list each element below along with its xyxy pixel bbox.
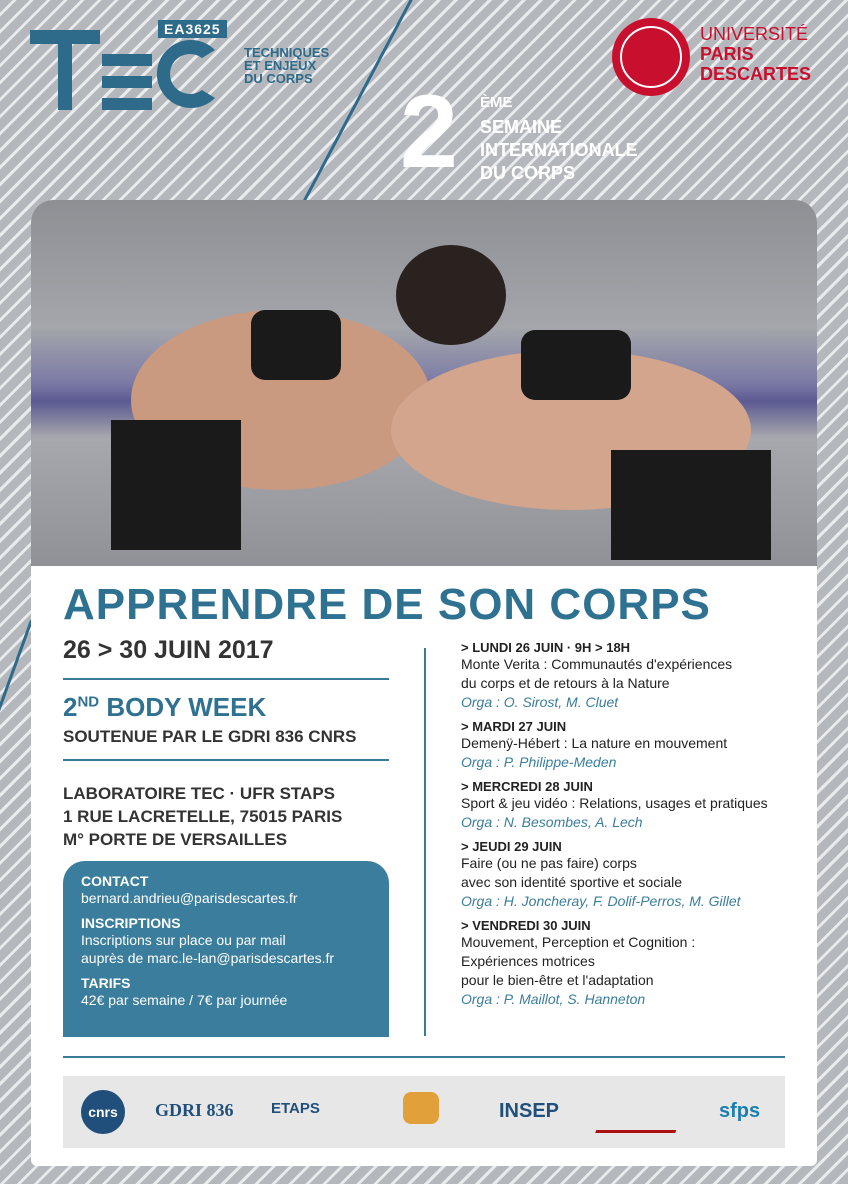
day-line: Faire (ou ne pas faire) corps bbox=[461, 855, 637, 871]
day-label: > LUNDI 26 JUIN · 9H > 18H bbox=[461, 640, 631, 655]
tec-subtitle bbox=[244, 46, 384, 85]
inscriptions-text: Inscriptions sur place ou par mail auprès de marc.le-lan@parisdescartes.fr bbox=[81, 932, 335, 966]
cnrs-logo: cnrs bbox=[81, 1090, 125, 1134]
divider bbox=[63, 759, 389, 761]
day-orga: Orga : N. Besombes, A. Lech bbox=[461, 814, 643, 830]
day-line: Mouvement, Perception et Cognition : bbox=[461, 934, 696, 950]
contact-heading: CONTACT bbox=[81, 873, 149, 889]
contact-email[interactable]: bernard.andrieu@parisdescartes.fr bbox=[81, 890, 298, 906]
edition-line: INTERNATIONALE bbox=[480, 140, 638, 160]
day-orga: Orga : P. Maillot, S. Hanneton bbox=[461, 991, 646, 1007]
schedule-day bbox=[461, 918, 811, 1009]
maison-sciences-logo bbox=[595, 1090, 691, 1133]
university-line: PARIS bbox=[700, 44, 754, 64]
inscriptions-heading: INSCRIPTIONS bbox=[81, 915, 181, 931]
dancers-photo bbox=[31, 200, 817, 566]
address-line: LABORATOIRE TEC · UFR STAPS bbox=[63, 784, 335, 803]
day-orga: Orga : H. Joncheray, F. Dolif-Perros, M. Gillet bbox=[461, 893, 741, 909]
edition-number: 2 bbox=[400, 74, 458, 190]
university-line: DESCARTES bbox=[700, 64, 812, 84]
tarifs-text: 42€ par semaine / 7€ par journée bbox=[81, 992, 288, 1008]
day-line: Sport & jeu vidéo : Relations, usages et pratiques bbox=[461, 795, 768, 811]
contact-box bbox=[63, 861, 389, 1037]
supported-by: SOUTENUE PAR LE GDRI 836 CNRS bbox=[63, 727, 357, 746]
insep-logo: INSEP bbox=[499, 1100, 560, 1122]
gdri-logo: GDRI 836 bbox=[155, 1100, 234, 1120]
day-label: > MERCREDI 28 JUIN bbox=[461, 779, 593, 794]
event-dates: 26 > 30 JUIN 2017 bbox=[63, 636, 274, 664]
schedule bbox=[461, 640, 811, 1016]
tec-logo-letters bbox=[30, 24, 215, 119]
day-orga: Orga : O. Sirost, M. Cluet bbox=[461, 694, 619, 710]
tarifs-heading: TARIFS bbox=[81, 975, 131, 991]
body-week-heading: 2ND BODY WEEK bbox=[63, 692, 267, 722]
paris-nanterre-logo bbox=[403, 1092, 439, 1124]
day-label: > MARDI 27 JUIN bbox=[461, 719, 567, 734]
vertical-divider bbox=[424, 648, 426, 1036]
day-line: pour le bien-être et l'adaptation bbox=[461, 972, 654, 988]
day-line: avec son identité sportive et sociale bbox=[461, 874, 683, 890]
tec-code: EA3625 bbox=[158, 20, 227, 38]
university-line: UNIVERSITÉ bbox=[700, 24, 809, 44]
tec-sub-line: ET ENJEUX bbox=[244, 58, 317, 73]
venue-address bbox=[63, 782, 342, 851]
sponsor-bar bbox=[63, 1076, 785, 1148]
schedule-day bbox=[461, 640, 811, 712]
edition-line: SEMAINE bbox=[480, 117, 563, 137]
divider bbox=[63, 678, 389, 680]
address-line: 1 RUE LACRETELLE, 75015 PARIS bbox=[63, 807, 343, 826]
etaps-logo: ETAPS bbox=[271, 1100, 320, 1117]
tec-sub-line: TECHNIQUES bbox=[244, 45, 330, 60]
schedule-day bbox=[461, 719, 811, 772]
university-name bbox=[700, 24, 811, 84]
edition-suffix: ÈME bbox=[480, 94, 513, 111]
day-line: Monte Verita : Communautés d'expériences bbox=[461, 656, 733, 672]
day-line: Expériences motrices bbox=[461, 953, 595, 969]
day-line: Demenÿ-Hébert : La nature en mouvement bbox=[461, 735, 728, 751]
edition-lines bbox=[480, 116, 638, 185]
day-label: > VENDREDI 30 JUIN bbox=[461, 918, 591, 933]
sfps-logo: sfps bbox=[719, 1100, 761, 1122]
day-label: > JEUDI 29 JUIN bbox=[461, 839, 562, 854]
poster-title: APPRENDRE DE SON CORPS bbox=[63, 580, 711, 629]
day-orga: Orga : P. Philippe-Meden bbox=[461, 754, 617, 770]
day-line: du corps et de retours à la Nature bbox=[461, 675, 670, 691]
tec-sub-line: DU CORPS bbox=[244, 71, 313, 86]
address-line: M° PORTE DE VERSAILLES bbox=[63, 830, 288, 849]
university-seal-icon bbox=[612, 18, 690, 96]
schedule-day bbox=[461, 779, 811, 832]
schedule-day bbox=[461, 839, 811, 911]
poster-card bbox=[31, 200, 817, 1166]
edition-line: DU CORPS bbox=[480, 163, 576, 183]
divider bbox=[63, 1056, 785, 1058]
